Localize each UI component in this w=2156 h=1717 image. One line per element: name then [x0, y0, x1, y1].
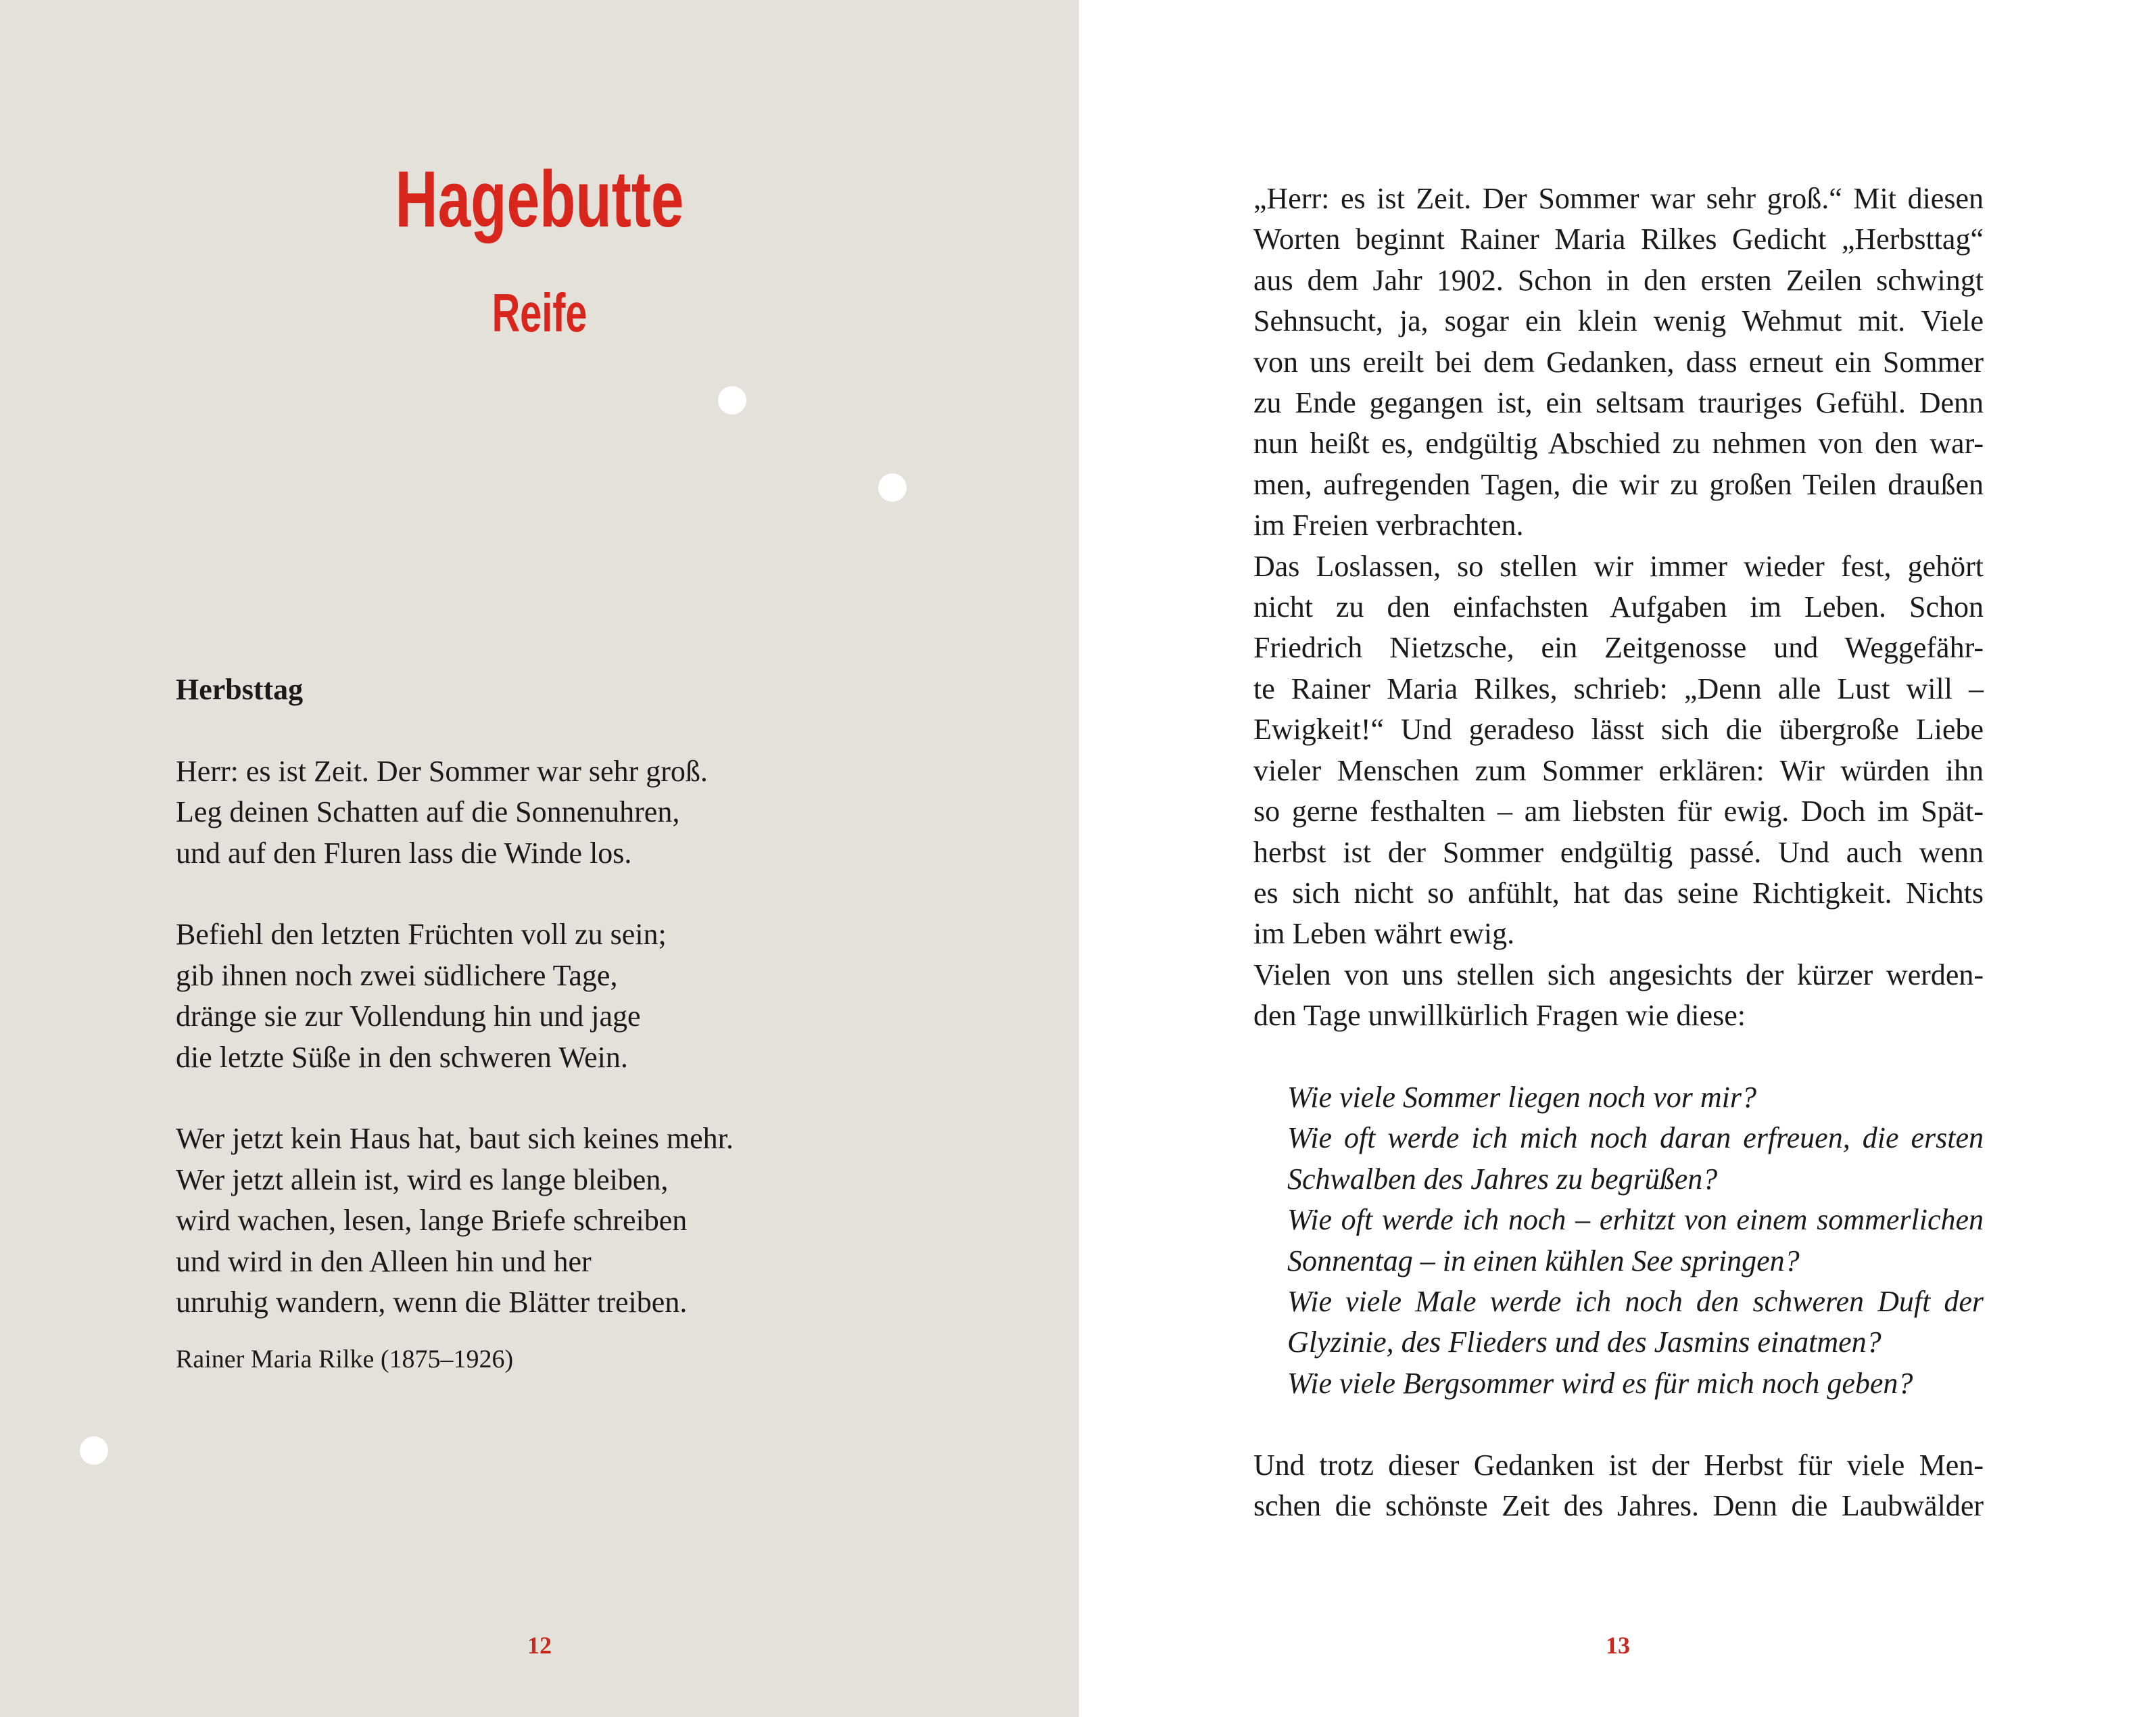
question-list	[1253, 1077, 1984, 1404]
poem-line: und auf den Fluren lass die Winde los.	[176, 836, 632, 870]
poem-line: Wer jetzt kein Haus hat, baut sich keines mehr.	[176, 1122, 734, 1156]
question-line: Wie oft werde ich noch – erhitzt von einem sommerlichen	[1287, 1203, 1984, 1237]
text-line: Ewigkeit!“ Und geradeso lässt sich die übergroße Liebe	[1253, 713, 1984, 747]
poem-line: unruhig wandern, wenn die Blätter treiben.	[176, 1286, 688, 1319]
text-line: Und trotz dieser Gedanken ist der Herbst für viele Men-	[1253, 1448, 1984, 1482]
paragraph-4	[1253, 1445, 1984, 1527]
question-line: Wie viele Bergsommer wird es für mich noch geben?	[1287, 1366, 1913, 1400]
text-line: im Leben währt ewig.	[1253, 917, 1515, 951]
poem-line: Leg deinen Schatten auf die Sonnenuhren,	[176, 795, 680, 829]
paragraph-3	[1253, 955, 1984, 1037]
poem-line: Herr: es ist Zeit. Der Sommer war sehr groß.	[176, 754, 708, 788]
text-line: Worten beginnt Rainer Maria Rilkes Gedicht „Herbsttag“	[1253, 222, 1984, 256]
right-page	[1079, 0, 2156, 1717]
text-line: te Rainer Maria Rilkes, schrieb: „Denn alle Lust will –	[1253, 672, 1984, 705]
question-line: Glyzinie, des Flieders und des Jasmins einatmen?	[1287, 1325, 1882, 1359]
page-number-right: 13	[1606, 1632, 1630, 1659]
question-line: Schwalben des Jahres zu begrüßen?	[1287, 1162, 1718, 1196]
decorative-dot	[878, 473, 907, 502]
poem-title: Herbsttag	[176, 673, 304, 706]
text-line: „Herr: es ist Zeit. Der Sommer war sehr groß.“ Mit diesen	[1253, 182, 1984, 215]
text-line: so gerne festhalten – am liebsten für ewig. Doch im Spät-	[1253, 795, 1984, 828]
text-line: Sehnsucht, ja, sogar ein klein wenig Wehmut mit. Viele	[1253, 304, 1984, 338]
text-line: im Freien verbrachten.	[1253, 509, 1524, 542]
text-line: den Tage unwillkürlich Fragen wie diese:	[1253, 999, 1746, 1033]
text-line: zu Ende gegangen ist, ein seltsam trauriges Gefühl. Denn	[1253, 386, 1984, 420]
poem-line: die letzte Süße in den schweren Wein.	[176, 1040, 628, 1074]
text-line: men, aufregenden Tagen, die wir zu großen Teilen draußen	[1253, 467, 1984, 501]
poem-stanza-1	[176, 751, 953, 874]
question-line: Wie viele Male werde ich noch den schweren Duft der	[1287, 1284, 1984, 1318]
text-line: Das Loslassen, so stellen wir immer wieder fest, gehört	[1253, 549, 1984, 583]
text-line: aus dem Jahr 1902. Schon in den ersten Zeilen schwingt	[1253, 263, 1984, 297]
text-line: Vielen von uns stellen sich angesichts der kürzer werden-	[1253, 958, 1984, 991]
question-line: Sonnentag – in einen kühlen See springen?	[1287, 1244, 1800, 1277]
poem	[176, 669, 953, 1377]
chapter-title: Hagebutte	[395, 155, 684, 244]
paragraph-1	[1253, 179, 1984, 546]
text-line: es sich nicht so anfühlt, hat das seine Richtigkeit. Nichts	[1253, 876, 1984, 910]
poem-line: wird wachen, lesen, lange Briefe schreiben	[176, 1204, 688, 1238]
poem-line: Wer jetzt allein ist, wird es lange bleiben,	[176, 1162, 669, 1196]
body-text	[1253, 179, 1984, 1526]
text-line: von uns ereilt bei dem Gedanken, dass erneut ein Sommer	[1253, 345, 1984, 379]
question-line: Wie oft werde ich mich noch daran erfreuen, die ersten	[1287, 1121, 1984, 1155]
text-line: nicht zu den einfachsten Aufgaben im Leben. Schon	[1253, 590, 1984, 624]
question-line: Wie viele Sommer liegen noch vor mir?	[1287, 1080, 1757, 1114]
poem-stanza-2	[176, 914, 953, 1078]
decorative-dot	[718, 386, 746, 415]
text-line: herbst ist der Sommer endgültig passé. Und auch wenn	[1253, 835, 1984, 869]
text-line: Friedrich Nietzsche, ein Zeitgenosse und Weggefähr-	[1253, 631, 1984, 665]
chapter-subtitle: Reife	[492, 283, 588, 343]
text-line: nun heißt es, endgültig Abschied zu nehmen von den war-	[1253, 427, 1984, 461]
poem-line: gib ihnen noch zwei südlichere Tage,	[176, 958, 618, 992]
poem-author: Rainer Maria Rilke (1875–1926)	[176, 1345, 514, 1374]
text-line: vieler Menschen zum Sommer erklären: Wir würden ihn	[1253, 753, 1984, 787]
poem-stanza-3	[176, 1119, 953, 1323]
decorative-dot	[80, 1436, 108, 1465]
poem-line: Befiehl den letzten Früchten voll zu sein;	[176, 918, 667, 951]
text-line: schen die schönste Zeit des Jahres. Denn die Laubwälder	[1253, 1488, 1984, 1522]
poem-line: und wird in den Alleen hin und her	[176, 1244, 592, 1278]
poem-line: dränge sie zur Vollendung hin und jage	[176, 999, 641, 1033]
paragraph-2	[1253, 546, 1984, 955]
page-number-left: 12	[527, 1632, 552, 1659]
